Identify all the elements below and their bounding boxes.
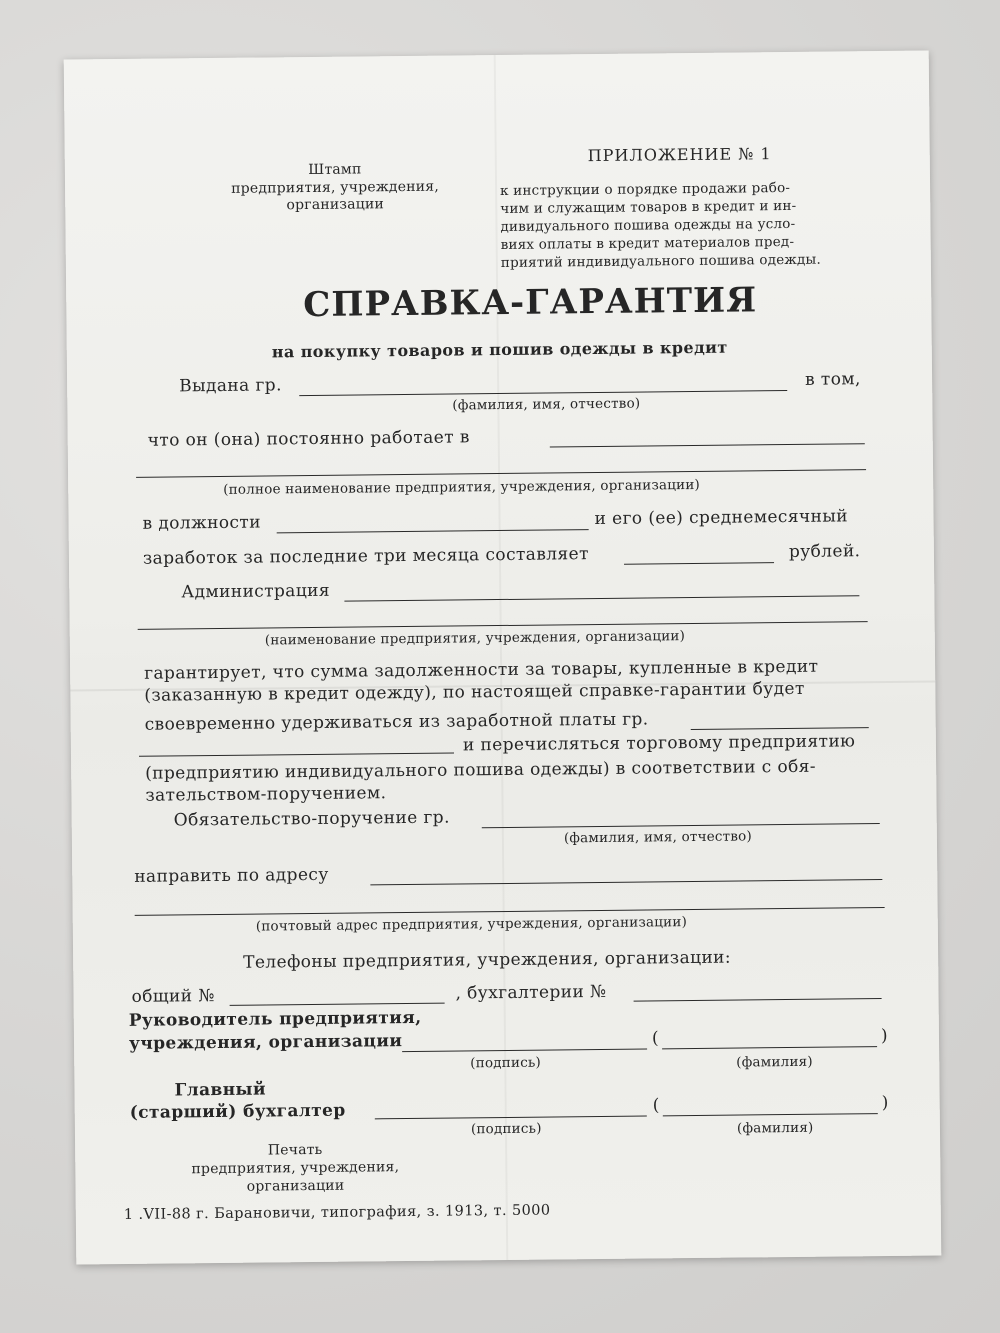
head-signature-field[interactable] [402, 1049, 647, 1053]
document-subtitle: на покупку товаров и пошив одежды в кредит [271, 337, 728, 362]
head-surname-field[interactable] [662, 1046, 877, 1049]
address-field[interactable] [370, 879, 882, 885]
in-that-label: в том, [805, 369, 861, 390]
fio-field[interactable] [299, 390, 787, 396]
workplace-field[interactable] [550, 443, 865, 447]
avg-salary-label: и его (ее) среднемесячный [594, 506, 849, 530]
workplace-field-2[interactable] [136, 469, 866, 478]
org-name-hint: (наименование предприятия, учреждения, организации) [264, 628, 686, 649]
chief-paren-close: ) [881, 1092, 889, 1114]
appendix-title: ПРИЛОЖЕНИЕ № 1 [587, 144, 772, 166]
print-imprint: 1 .VII-88 г. Барановичи, типография, з. 1913, т. 5000 [123, 1202, 551, 1223]
salary-field[interactable] [624, 562, 774, 565]
works-at-label: что он (она) постоянно работает в [147, 427, 470, 451]
chief-label-1: Главный [174, 1079, 267, 1101]
general-phone-field[interactable] [230, 1003, 445, 1006]
address-field-2[interactable] [135, 907, 885, 916]
postal-hint: (почтовый адрес предприятия, учреждения, организации) [255, 914, 688, 935]
general-no-label: общий № [131, 986, 215, 1007]
rubles-label: рублей. [788, 541, 861, 562]
appendix-line-5: приятий индивидуального пошива одежды. [500, 251, 822, 271]
send-to-label: направить по адресу [134, 864, 329, 887]
head-label-2: учреждения, организации [128, 1031, 403, 1054]
head-paren-close: ) [880, 1025, 889, 1047]
fio-hint-2: (фамилия, имя, отчество) [563, 828, 752, 847]
chief-paren-open: ( [652, 1095, 660, 1116]
issued-to-label: Выдана гр. [179, 375, 282, 397]
obligation-label: Обязательство-поручение гр. [173, 807, 450, 831]
chief-sign-hint: (подпись) [470, 1120, 542, 1138]
head-paren-open: ( [651, 1028, 660, 1049]
appendix-line-4: виях оплаты в кредит материалов пред- [500, 233, 795, 253]
head-label-1: Руководитель предприятия, [128, 1007, 422, 1031]
obligation-fio-field[interactable] [482, 823, 880, 828]
chief-signature-field[interactable] [375, 1116, 647, 1120]
administration-label: Администрация [181, 580, 331, 603]
head-sign-hint: (подпись) [470, 1054, 542, 1072]
seal-title: Печать [267, 1141, 323, 1159]
accounting-no-label: , бухгалтерии № [455, 981, 607, 1004]
guarantee-line-2: (заказанную в кредит одежду), по настоящей справке-гарантии будет [144, 678, 805, 706]
stamp-title: Штамп [308, 161, 362, 179]
accounting-phone-field[interactable] [634, 998, 882, 1002]
salary-label: заработок за последние три месяца составляет [142, 544, 589, 569]
position-label: в должности [142, 512, 262, 534]
position-field[interactable] [277, 529, 589, 533]
seal-line-1: предприятия, учреждения, [191, 1159, 400, 1178]
guarantee-line-1: гарантирует, что сумма задолженности за товары, купленные в кредит [144, 656, 819, 684]
appendix-line-3: дивидуального пошива одежды на усло- [500, 215, 796, 235]
fold-crease-vertical [494, 55, 509, 1260]
payer-field[interactable] [691, 727, 869, 730]
document-sheet [64, 51, 942, 1265]
guarantee-line-6: зательством-поручением. [145, 783, 387, 806]
document-title: СПРАВКА-ГАРАНТИЯ [303, 280, 758, 326]
phones-label: Телефоны предприятия, учреждения, организации: [243, 947, 732, 973]
guarantee-line-5: (предприятию индивидуального пошива одежды) в соответствии с обя- [145, 756, 817, 784]
head-surname-hint: (фамилия) [736, 1053, 813, 1071]
chief-surname-hint: (фамилия) [736, 1119, 814, 1137]
seal-line-2: организации [246, 1177, 345, 1195]
appendix-line-2: чим и служащим товаров в кредит и ин- [500, 197, 797, 217]
chief-surname-field[interactable] [663, 1113, 878, 1116]
org-full-hint: (полное наименование предприятия, учреждения, организации) [223, 476, 701, 498]
administration-field[interactable] [344, 595, 859, 601]
stamp-line-2: организации [286, 196, 385, 214]
appendix-line-1: к инструкции о порядке продажи рабо- [500, 179, 791, 199]
chief-label-2: (старший) бухгалтер [129, 1100, 346, 1123]
administration-field-2[interactable] [138, 621, 868, 630]
payer-field-2[interactable] [139, 753, 454, 757]
guarantee-line-3: своевременно удерживаться из заработной платы гр. [144, 709, 649, 735]
fio-hint: (фамилия, имя, отчество) [452, 395, 641, 414]
stamp-line-1: предприятия, учреждения, [231, 178, 440, 197]
transfer-label: и перечисляться торговому предприятию [462, 731, 856, 756]
